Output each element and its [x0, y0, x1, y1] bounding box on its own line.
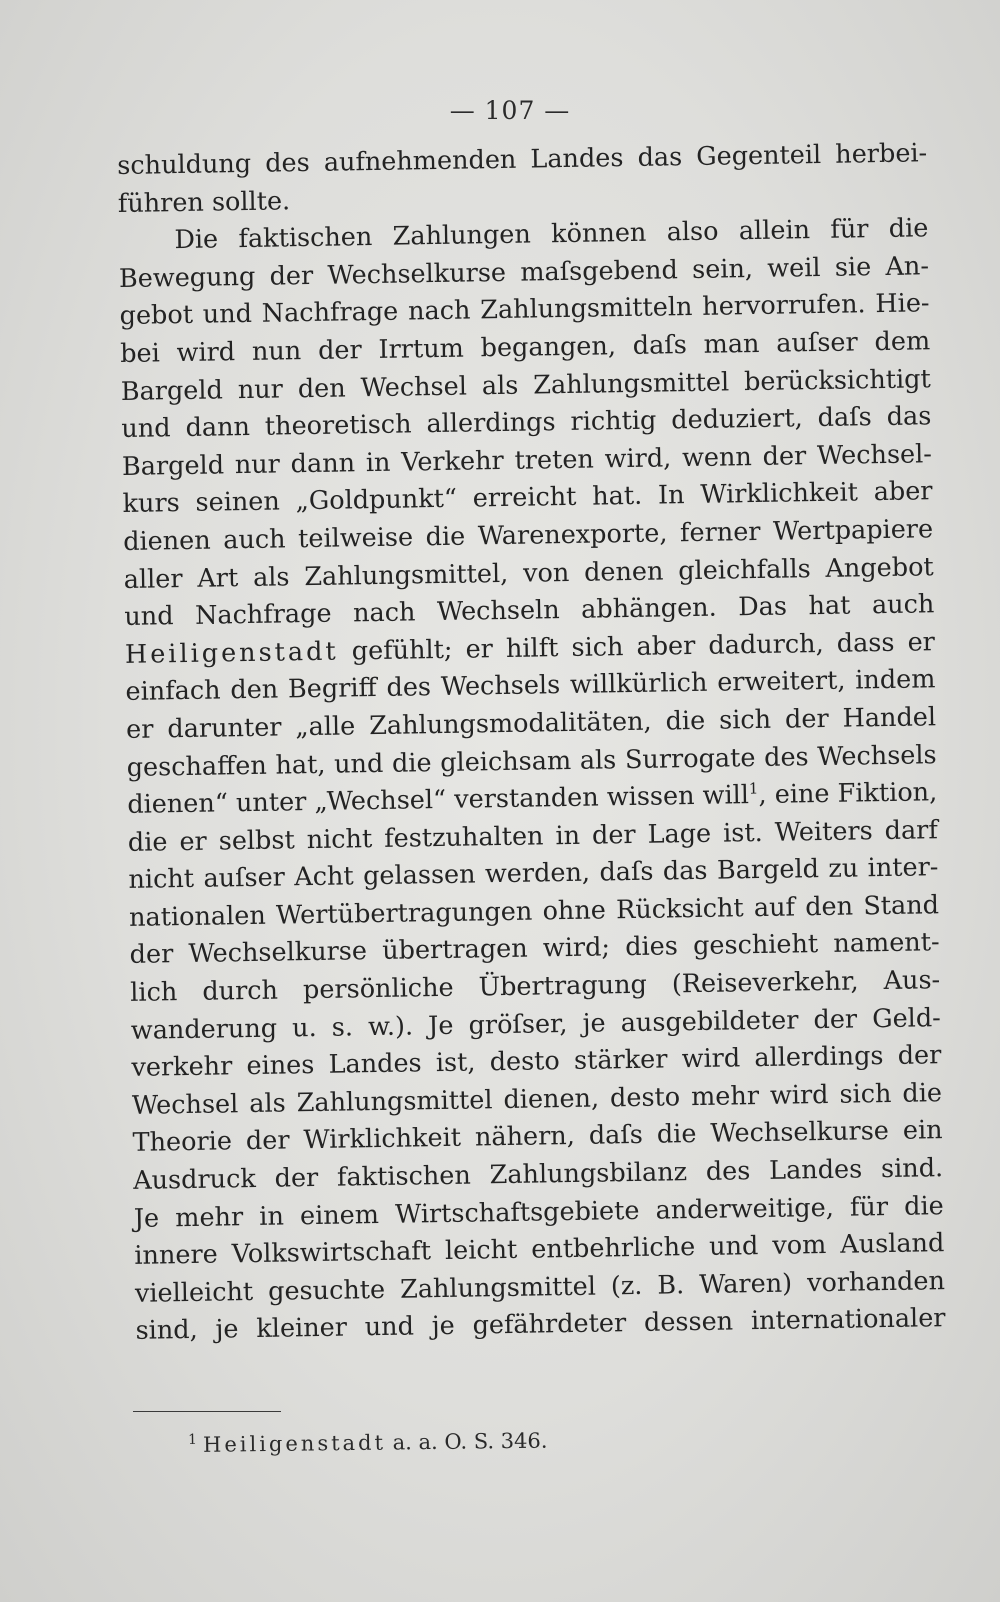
text-line: und Nachfrage nach Wechseln abhängen. Das hat auch [124, 589, 935, 633]
text-line: Je mehr in einem Wirtschaftsgebiete anderweitige, für die [133, 1190, 944, 1234]
text-line: nicht auſser Acht gelassen werden, daſs das Bargeld zu inter- [128, 852, 939, 896]
text-line: Bargeld nur den Wechsel als Zahlungsmittel berücksichtigt [120, 363, 931, 407]
text-line: vielleicht gesuchte Zahlungsmittel (z. B. Waren) vorhanden [134, 1265, 946, 1309]
text-line: sind, je kleiner und je gefährdeter dessen internationaler [135, 1303, 946, 1347]
text-line: Bewegung der Wechselkurse maſsgebend sein, weil sie An- [118, 251, 930, 294]
text-line: Die faktischen Zahlungen können also allein für die [174, 213, 929, 256]
text-line: wanderung u. s. w.). Je gröſser, je ausgebildeter der Geld- [130, 1002, 941, 1046]
text-line: führen sollte. [117, 185, 291, 219]
text-line: der Wechselkurse übertragen wird; dies geschieht nament- [129, 927, 940, 971]
text-line: bei wird nun der Irrtum begangen, daſs man auſser dem [119, 326, 931, 369]
text-fragment: gefühlt; er hilft sich aber dadurch, dass er [351, 626, 936, 667]
footnote-citation: a. a. O. S. 346. [392, 1428, 548, 1455]
text-line: dienen auch teilweise die Warenexporte, ferner Wertpapiere [122, 514, 934, 557]
footnote-divider [133, 1411, 281, 1412]
main-text [117, 135, 946, 1351]
page-number: — 107 — [449, 96, 571, 125]
footnote [188, 1428, 548, 1457]
footnote-author: Heiligenstadt [202, 1430, 387, 1457]
text-line: aller Art als Zahlungsmittel, von denen gleichfalls Angebot [123, 551, 934, 595]
text-line: gebot und Nachfrage nach Zahlungsmitteln hervorrufen. Hie- [119, 288, 930, 332]
text-line: nationalen Wertübertragungen ohne Rücksicht auf den Stand [128, 890, 940, 933]
text-line: kurs seinen „Goldpunkt“ erreicht hat. In Wirklichkeit aber [122, 476, 933, 520]
text-line: verkehr eines Landes ist, desto stärker wird allerdings der [131, 1040, 942, 1084]
text-line: die er selbst nicht festzuhalten in der Lage ist. Weiters darf [127, 814, 939, 858]
text-line: lich durch persönliche Übertragung (Reiseverkehr, Aus- [130, 965, 941, 1008]
text-line: und dann theoretisch allerdings richtig deduziert, daſs das [121, 401, 932, 445]
text-line: Theorie der Wirklichkeit nähern, daſs die Wechselkurse ein [132, 1115, 943, 1159]
text-line: Ausdruck der faktischen Zahlungsbilanz des Landes sind. [132, 1153, 944, 1196]
footnote-marker: 1 [188, 1431, 198, 1448]
text-line: schuldung des aufnehmenden Landes das Gegenteil herbei- [117, 138, 928, 181]
text-line: einfach den Begriff des Wechsels willkürlich erweitert, indem [125, 664, 936, 708]
text-line: er darunter „alle Zahlungsmodalitäten, die sich der Handel [125, 702, 937, 745]
author-name: Heiligenstadt [124, 636, 339, 670]
text-fragment: dienen“ unter „Wechsel“ verstanden wissen will [127, 780, 750, 821]
text-line: Wechsel als Zahlungsmittel dienen, desto mehr wird sich die [131, 1078, 943, 1121]
text-line: geschaffen hat, und die gleichsam als Surrogate des Wechsels [126, 739, 937, 783]
text-line: Bargeld nur dann in Verkehr treten wird, wenn der Wechsel- [121, 438, 933, 482]
text-fragment: , eine Fiktion, [758, 777, 938, 811]
text-line: innere Volkswirtschaft leicht entbehrliche und vom Ausland [134, 1228, 945, 1272]
footnote-reference: 1 [748, 779, 759, 798]
